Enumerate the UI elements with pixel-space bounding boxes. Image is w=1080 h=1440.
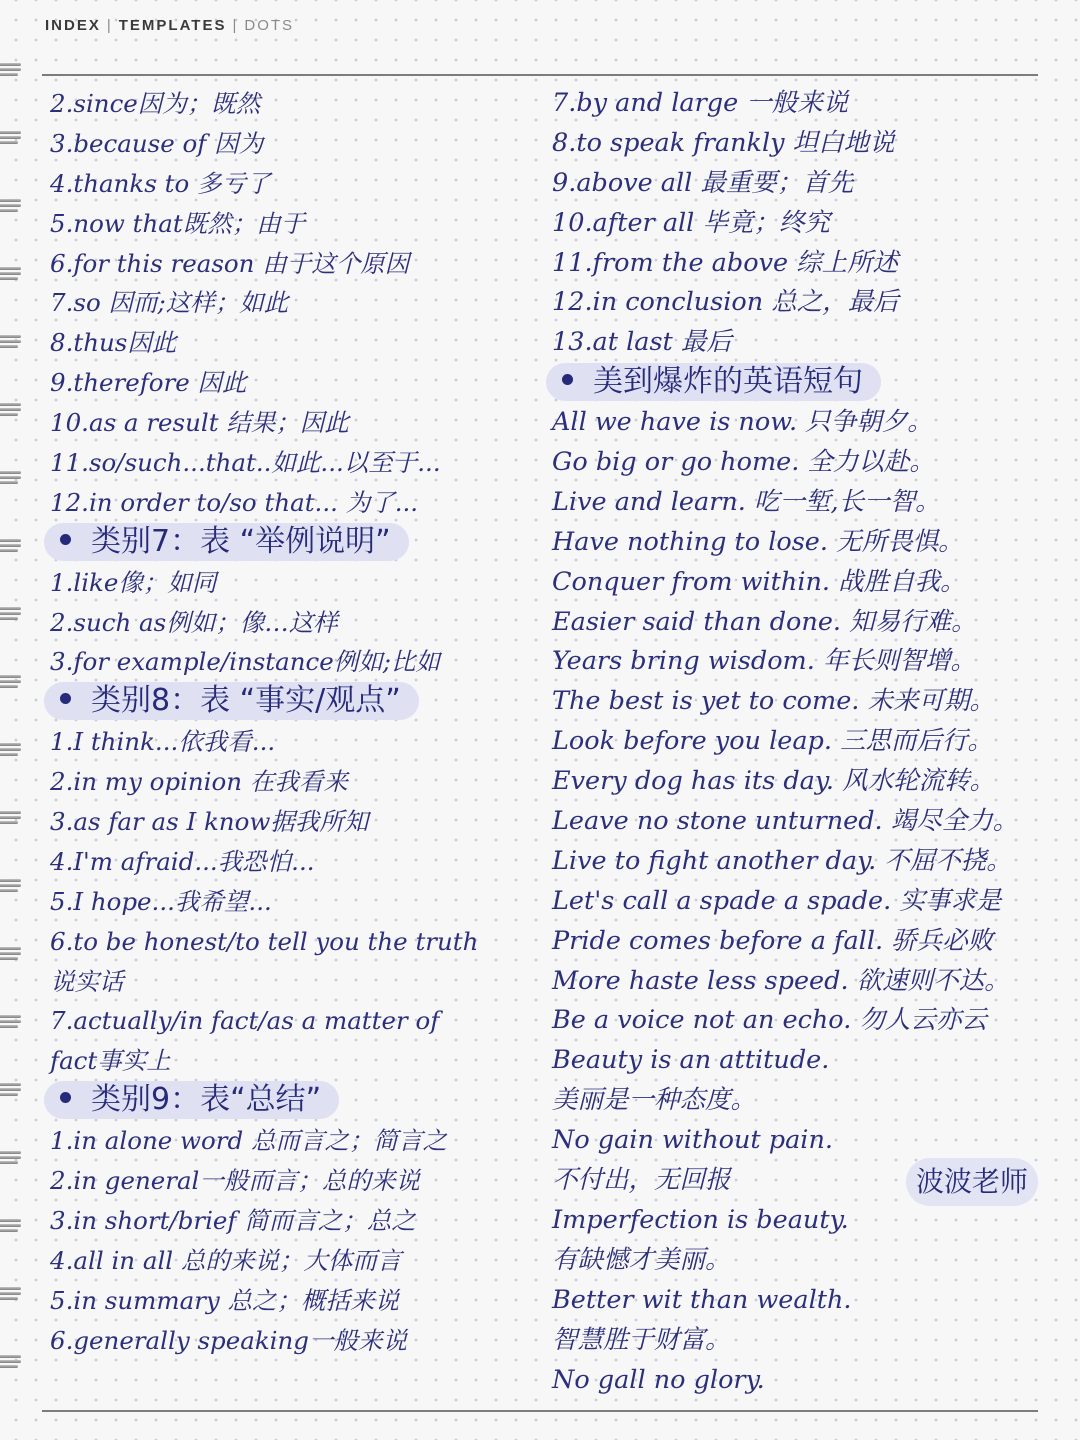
list-item: 6.for this reason 由于这个原因: [50, 248, 410, 278]
phrase-item: Beauty is an attitude.: [552, 1045, 830, 1076]
list-item: 3.in short/brief 简而言之；总之: [50, 1205, 416, 1235]
phrase-item: Let's call a spade a spade. 实事求是: [552, 885, 1002, 916]
list-item: 4.thanks to 多亏了: [50, 168, 271, 198]
binding-ring: [0, 946, 22, 960]
phrase-item: The best is yet to come. 未来可期。: [552, 686, 996, 717]
binding-ring: [0, 1150, 22, 1164]
list-item: 3.because of 因为: [50, 128, 264, 158]
left-column: [50, 84, 530, 1361]
list-item: 12.in order to/so that... 为了...: [50, 487, 419, 517]
binding-ring: [0, 198, 22, 212]
list-item: 8.to speak frankly 坦白地说: [552, 127, 895, 158]
phrase-translation: 有缺憾才美丽。: [552, 1244, 731, 1275]
phrase-item: No gall no glory.: [552, 1364, 765, 1395]
bullet-dot-icon: [60, 534, 71, 545]
list-item-continuation: 说实话: [50, 966, 124, 996]
bullet-dot-icon: [60, 1092, 71, 1103]
binding-ring: [0, 810, 22, 824]
list-item: 5.I hope...我希望...: [50, 886, 272, 916]
heading-highlight: [546, 363, 881, 401]
binding-ring: [0, 1286, 22, 1300]
phrase-item: All we have is now. 只争朝夕。: [552, 407, 933, 438]
heading-text: 类别9：表“总结”: [91, 1082, 322, 1118]
binding-ring: [0, 1354, 22, 1368]
binding-ring: [0, 674, 22, 688]
phrase-item: Conquer from within. 战胜自我。: [552, 566, 966, 597]
list-item: 5.in summary 总之；概括来说: [50, 1285, 400, 1315]
list-item: 10.after all 毕竟；终究: [552, 207, 830, 238]
list-item: 4.all in all 总的来说；大体而言: [50, 1245, 402, 1275]
list-item: 9.therefore 因此: [50, 368, 247, 398]
header-index-tab[interactable]: INDEX: [45, 17, 101, 34]
phrase-item: Go big or go home. 全力以赴。: [552, 447, 935, 478]
top-divider: [42, 74, 1038, 76]
list-item: 9.above all 最重要；首先: [552, 167, 854, 198]
list-item: 12.in conclusion 总之，最后: [552, 287, 899, 318]
section-heading-category-9: [50, 1081, 530, 1121]
binding-ring: [0, 470, 22, 484]
list-item: 3.for example/instance例如;比如: [50, 647, 441, 677]
list-item: 1.in alone word 总而言之；简言之: [50, 1126, 447, 1156]
list-item: 1.I think...依我看...: [50, 727, 276, 757]
list-item: 6.to be honest/to tell you the truth: [50, 926, 479, 956]
phrase-translation: 美丽是一种态度。: [552, 1085, 757, 1116]
binding-ring: [0, 742, 22, 756]
bottom-divider: [42, 1410, 1038, 1412]
heading-highlight: [44, 523, 409, 561]
phrase-item: More haste less speed. 欲速则不达。: [552, 965, 1010, 996]
header-dots-tab[interactable]: DOTS: [244, 17, 295, 34]
binding-ring: [0, 1218, 22, 1232]
list-item: 8.thus因此: [50, 328, 177, 358]
list-item: 13.at last 最后: [552, 327, 732, 358]
list-item: 2.such as例如；像…这样: [50, 607, 338, 637]
list-item: 7.actually/in fact/as a matter of: [50, 1006, 440, 1036]
phrase-item: Have nothing to lose. 无所畏惧。: [552, 526, 964, 557]
notebook-spiral-binding: [0, 0, 26, 1440]
phrase-item: Leave no stone unturned. 竭尽全力。: [552, 806, 1019, 837]
binding-ring: [0, 266, 22, 280]
heading-highlight: [44, 1081, 339, 1119]
list-item: 6.generally speaking一般来说: [50, 1325, 407, 1355]
list-item-continuation: fact事实上: [50, 1046, 171, 1076]
header-separator: |: [106, 17, 113, 34]
list-item: 11.from the above 综上所述: [552, 247, 899, 278]
phrase-item: Easier said than done. 知易行难。: [552, 606, 977, 637]
binding-ring: [0, 62, 22, 76]
phrase-item: Pride comes before a fall. 骄兵必败: [552, 925, 994, 956]
list-item: 3.as far as I know据我所知: [50, 807, 369, 837]
page-header: [45, 17, 294, 34]
list-item: 5.now that既然；由于: [50, 208, 306, 238]
bullet-dot-icon: [562, 374, 573, 385]
phrase-item: Live to fight another day. 不屈不挠。: [552, 845, 1012, 876]
header-separator: |: [232, 17, 239, 34]
binding-ring: [0, 334, 22, 348]
section-heading-phrases: [552, 363, 1052, 403]
list-item: 2.since因为；既然: [50, 89, 261, 118]
list-item: 2.in my opinion 在我看来: [50, 767, 348, 797]
list-item: 7.by and large 一般来说: [552, 88, 849, 118]
bullet-dot-icon: [60, 693, 71, 704]
binding-ring: [0, 538, 22, 552]
binding-ring: [0, 878, 22, 892]
list-item: 1.like像；如同: [50, 567, 217, 597]
header-templates-tab[interactable]: TEMPLATES: [118, 17, 227, 34]
phrase-item: Be a voice not an echo. 勿人云亦云: [552, 1005, 987, 1036]
list-item: 4.I'm afraid...我恐怕...: [50, 846, 315, 876]
list-item: 10.as a result 结果；因此: [50, 408, 349, 438]
heading-text: 类别7：表 “举例说明”: [91, 523, 391, 559]
section-heading-category-8: [50, 682, 530, 722]
section-heading-category-7: [50, 523, 530, 563]
phrase-translation: 不付出，无回报: [552, 1165, 731, 1196]
phrase-item: Live and learn. 吃一堑,长一智。: [552, 486, 941, 517]
binding-ring: [0, 1014, 22, 1028]
phrase-translation: 智慧胜于财富。: [552, 1324, 731, 1355]
heading-text: 美到爆炸的英语短句: [593, 364, 863, 400]
phrase-item: Better wit than wealth.: [552, 1284, 852, 1315]
heading-text: 类别8：表 “事实/观点”: [91, 683, 401, 719]
phrase-item: Imperfection is beauty.: [552, 1204, 849, 1235]
binding-ring: [0, 130, 22, 144]
phrase-item: Years bring wisdom. 年长则智增。: [552, 646, 976, 677]
phrase-item: Look before you leap. 三思而后行。: [552, 726, 994, 757]
list-item: 2.in general一般而言；总的来说: [50, 1166, 420, 1196]
binding-ring: [0, 1082, 22, 1096]
list-item: 11.so/such...that..如此...以至于...: [50, 448, 441, 478]
phrase-item: Every dog has its day. 风水轮流转。: [552, 766, 996, 797]
phrase-item: No gain without pain.: [552, 1125, 833, 1156]
author-signature: 波波老师: [906, 1158, 1038, 1206]
list-item: 7.so 因而;这样；如此: [50, 288, 289, 318]
heading-highlight: [44, 682, 419, 720]
binding-ring: [0, 606, 22, 620]
binding-ring: [0, 402, 22, 416]
